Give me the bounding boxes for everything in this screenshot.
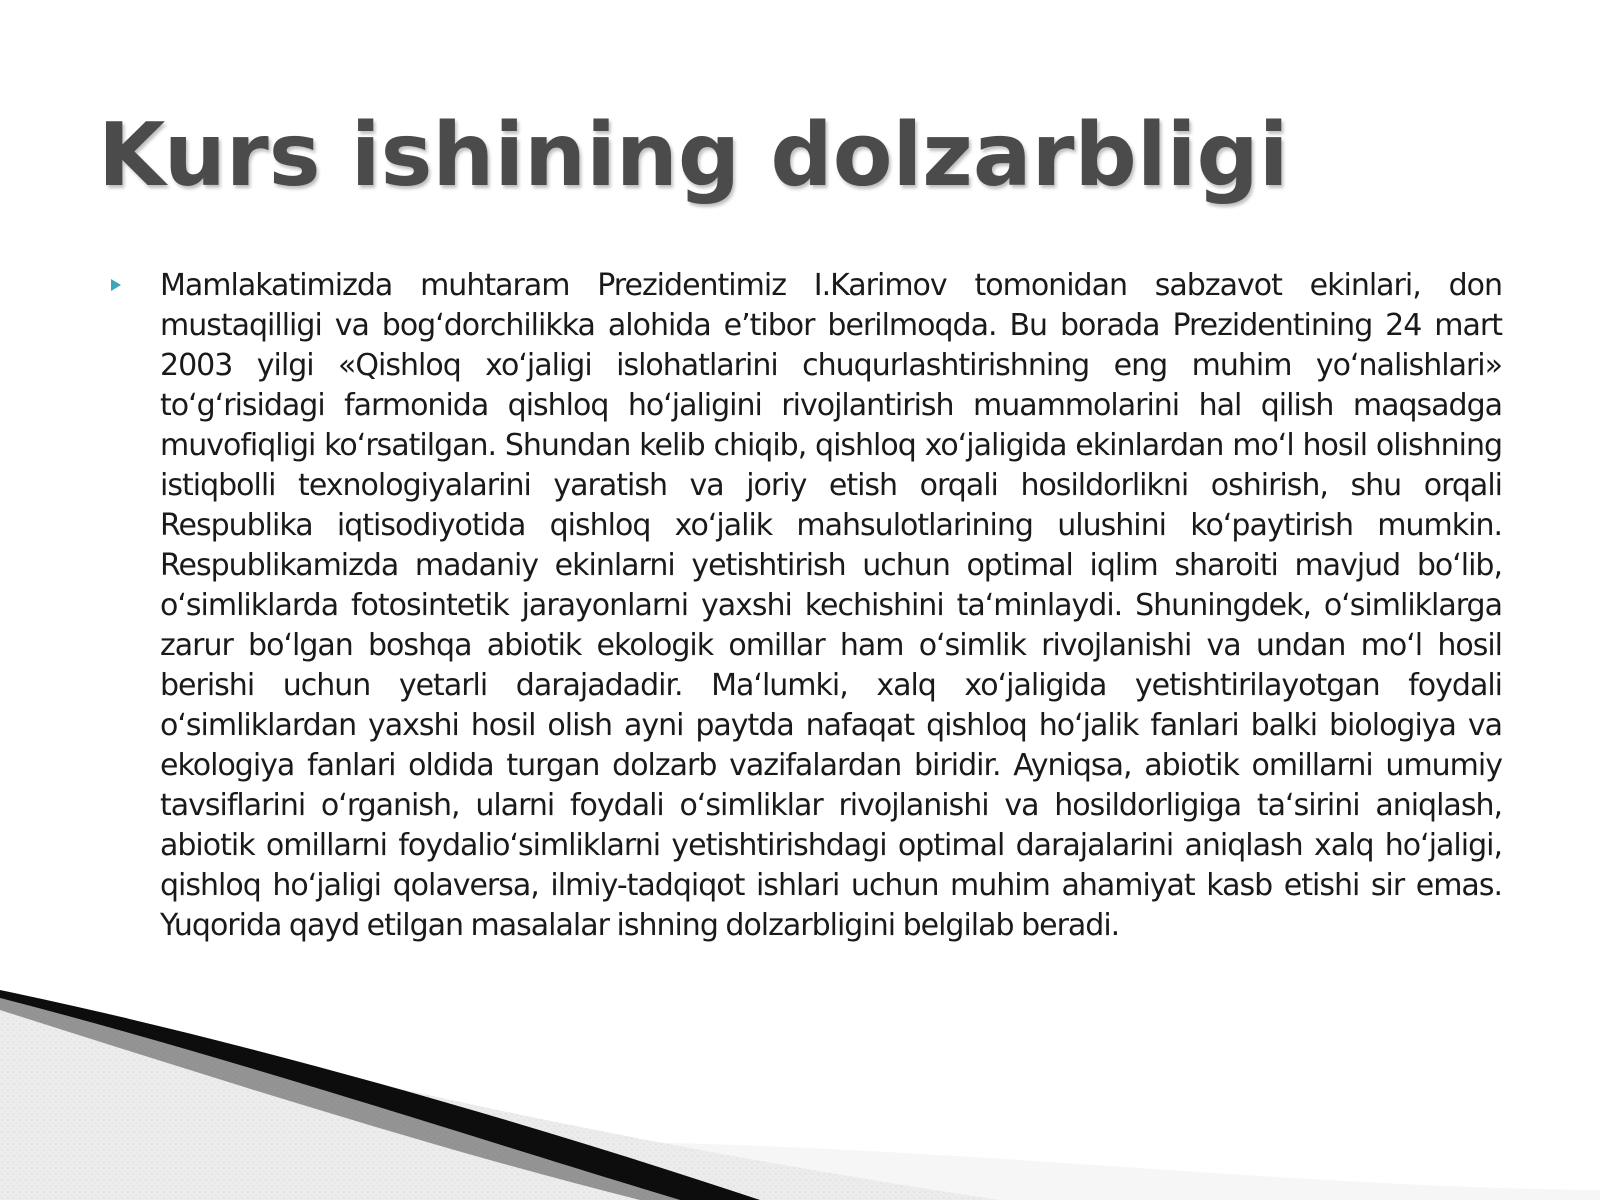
bullet-item	[110, 266, 1502, 946]
slide-body	[110, 266, 1502, 946]
bullet-text: Mamlakatimizda muhtaram Prezidentimiz I.Karimov tomonidan sabzavot ekinlari, don mustaqilligi va bog‘dorchilikka alohida e’tibor berilmoqda. Bu borada Prezidentining 24 mart 2003 yilgi «Qishloq xo‘jaligi islohatlarini chuqurlashtirishning eng muhim yo‘nalishlari» to‘g‘risidagi farmonida qishloq ho‘jaligini rivojlantirish muammolarini hal qilish maqsadga muvofiqligi ko‘rsatilgan. Shundan kelib chiqib, qishloq xo‘jaligida ekinlardan mo‘l hosil olishning istiqbolli texnologiyalarini yaratish va joriy etish orqali hosildorlikni oshirish, shu orqali Respublika iqtisodiyotida qishloq xo‘jalik mahsulotlarining ulushini ko‘paytirish mumkin. Respublikamizda madaniy ekinlarni yetishtirish uchun optimal iqlim sharoiti mavjud bo‘lib, o‘simliklarda fotosintetik jarayonlarni yaxshi kechishini ta‘minlaydi. Shuningdek, o‘simliklarga zarur bo‘lgan boshqa abiotik ekologik omillar ham o‘simlik rivojlanishi va undan mo‘l hosil berishi uchun yetarli darajadadir. Ma‘lumki, xalq xo‘jaligida yetishtirilayotgan foydali o‘simliklardan yaxshi hosil olish ayni paytda nafaqat qishloq ho‘jalik fanlari balki biologiya va ekologiya fanlari oldida turgan dolzarb vazifalardan biridir. Ayniqsa, abiotik omillarni umumiy tavsiflarini o‘rganish, ularni foydali o‘simliklar rivojlanishi va hosildorligiga ta‘sirini aniqlash, abiotik omillarni foydalio‘simliklarni yetishtirishdagi optimal darajalarini aniqlash xalq ho‘jaligi, qishloq ho‘jaligi qolaversa, ilmiy-tadqiqot ishlari uchun muhim ahamiyat kasb etishi sir emas. Yuqorida qayd etilgan masalalar ishning dolzarbligini belgilab beradi.	[160, 268, 1502, 943]
corner-swoosh-decoration	[0, 980, 1600, 1200]
slide-title: Kurs ishining dolzarbligi	[98, 104, 1289, 206]
triangle-bullet-icon	[110, 266, 160, 292]
